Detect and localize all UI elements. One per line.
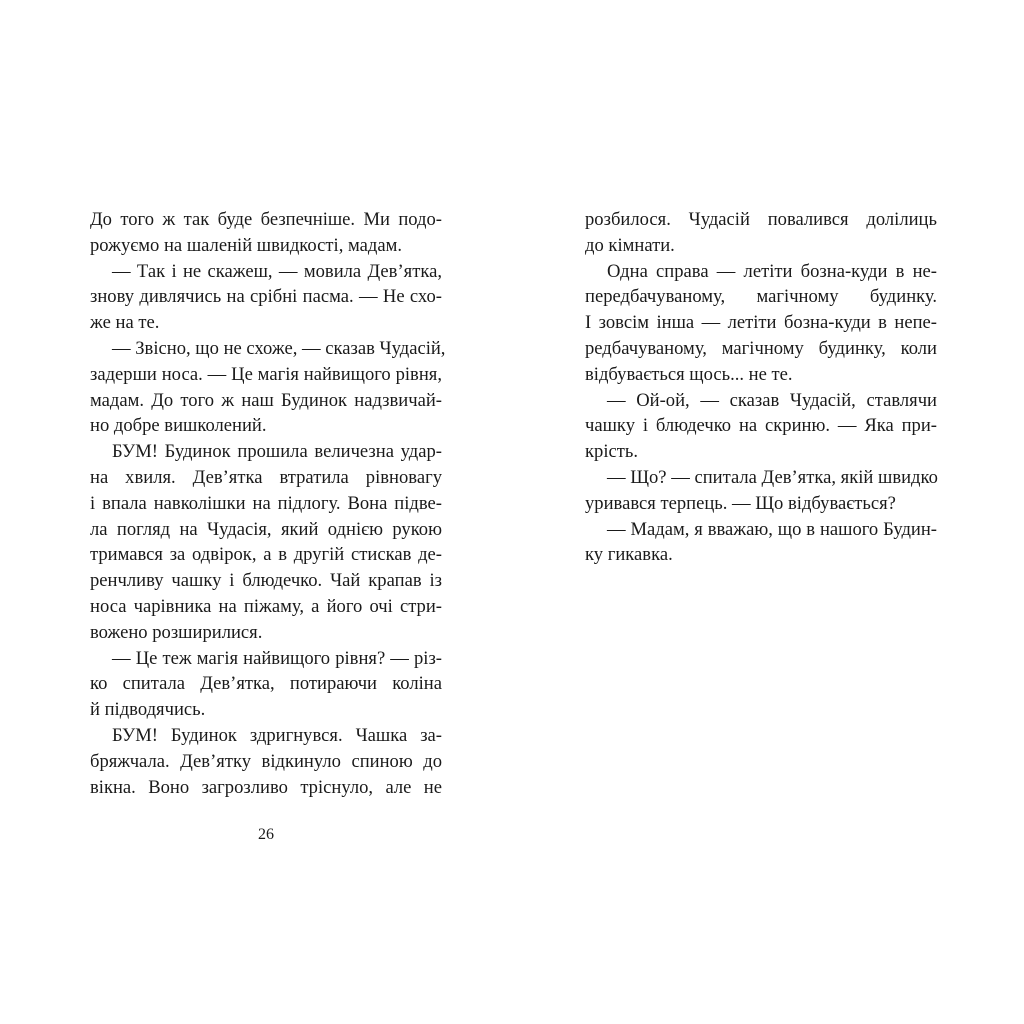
text-line: но добре вишколений. — [90, 415, 267, 437]
text-line: рожуємо на шаленій швидкості, мадам. — [90, 234, 403, 256]
text-line: ко спитала Дев’ятка, потираючи коліна — [90, 673, 442, 695]
text-line: редбачуваному, магічному будинку, коли — [585, 337, 937, 359]
text-line: вікна. Воно загрозливо тріснуло, але не — [90, 776, 442, 798]
text-line: відбувається щось... не те. — [585, 363, 793, 385]
text-line: ренчливу чашку і блюдечко. Чай крапав із — [90, 570, 442, 592]
text-line: — Звісно, що не схоже, — сказав Чудасій, — [112, 337, 446, 359]
right-page-text — [585, 207, 937, 568]
text-line: ла погляд на Чудасія, який однією рукою — [90, 518, 442, 540]
text-line: — Ой-ой, — сказав Чудасій, ставлячи — [607, 389, 937, 411]
text-line: — Так і не скажеш, — мовила Дев’ятка, — [112, 260, 442, 282]
text-line: й підводячись. — [90, 699, 206, 721]
text-line: вожено розширилися. — [90, 621, 263, 643]
text-line: уривався терпець. — Що відбувається? — [585, 492, 896, 514]
text-line: ку гикавка. — [585, 544, 673, 566]
text-line: І зовсім інша — летіти бозна-куди в непе- — [585, 312, 937, 334]
text-line: тримався за одвірок, а в другій стискав де- — [90, 544, 442, 566]
text-line: задерши носа. — Це магія найвищого рівня, — [90, 363, 442, 385]
page-number: 26 — [258, 826, 274, 843]
text-line: знову дивлячись на срібні пасма. — Не схо- — [90, 286, 442, 308]
text-line: БУМ! Будинок здригнувся. Чашка за- — [112, 724, 442, 746]
text-line: — Це теж магія найвищого рівня? — різ- — [112, 647, 442, 669]
text-line: бряжчала. Дев’ятку відкинуло спиною до — [90, 750, 442, 772]
text-line: Одна справа — летіти бозна-куди в не- — [607, 260, 937, 282]
text-line: — Мадам, я вважаю, що в нашого Будин- — [607, 518, 937, 540]
text-line: крість. — [585, 441, 639, 463]
left-page-text — [90, 207, 446, 800]
text-line: чашку і блюдечко на скриню. — Яка при- — [585, 415, 937, 437]
text-line: до кімнати. — [585, 234, 675, 256]
text-line: і впала навколішки на підлогу. Вона підве- — [90, 492, 442, 514]
text-line: передбачуваному, магічному будинку. — [585, 286, 937, 308]
text-line: БУМ! Будинок прошила величезна удар- — [112, 441, 442, 463]
text-line: розбилося. Чудасій повалився долілиць — [585, 209, 937, 230]
text-line: До того ж так буде безпечніше. Ми подо- — [90, 209, 442, 230]
text-line: носа чарівника на піжаму, а його очі стри- — [90, 595, 442, 617]
text-line: мадам. До того ж наш Будинок надзвичай- — [90, 389, 442, 411]
text-line: же на те. — [90, 312, 160, 334]
text-line: на хвиля. Дев’ятка втратила рівновагу — [90, 466, 442, 488]
text-line: — Що? — спитала Дев’ятка, якій швидко — [607, 466, 938, 488]
